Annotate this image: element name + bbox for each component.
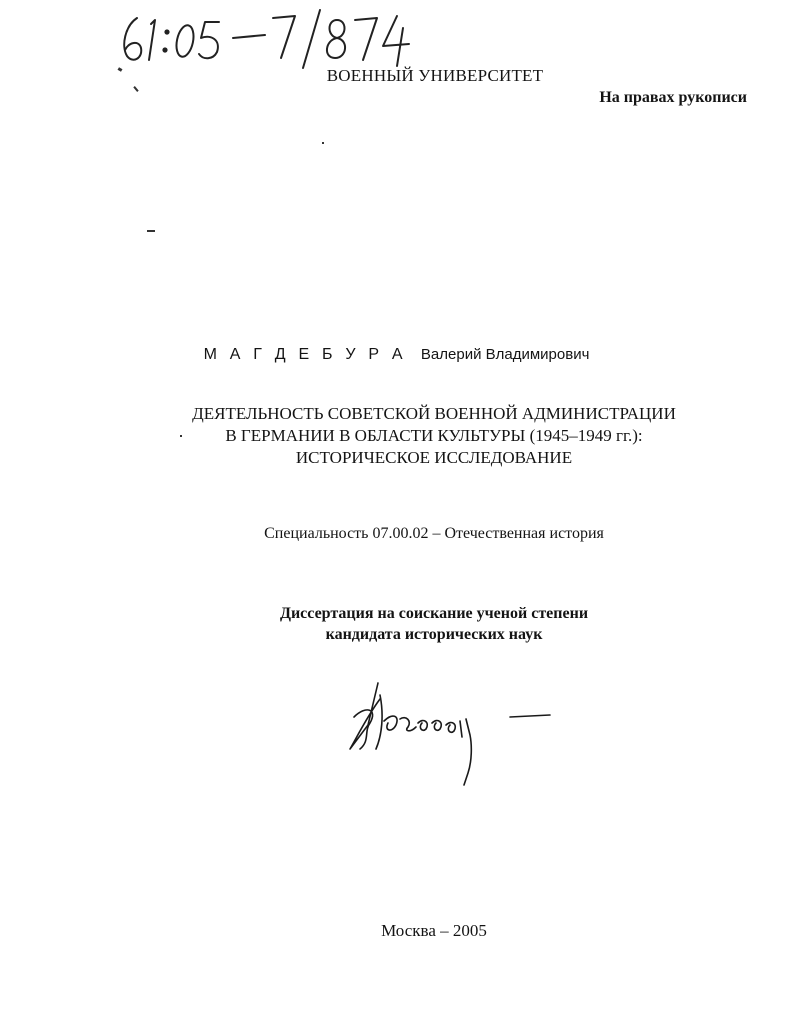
degree-line-2: кандидата исторических наук — [325, 626, 543, 643]
title-line-1: ДЕЯТЕЛЬНОСТЬ СОВЕТСКОЙ ВОЕННОЙ АДМИНИСТРАЦИИ — [192, 404, 676, 423]
dissertation-degree — [0, 603, 793, 645]
city-and-year: Москва – 2005 — [381, 921, 487, 940]
specialty-line: Специальность 07.00.02 – Отечественная история — [264, 525, 604, 542]
handwritten-signature — [340, 665, 560, 795]
author-surname: М А Г Д Е Б У Р А — [203, 346, 407, 363]
scan-speck — [118, 67, 123, 72]
dissertation-title — [0, 403, 793, 469]
author-given-names: Валерий Владимирович — [420, 346, 590, 363]
scan-speck — [133, 86, 138, 92]
title-line-2: В ГЕРМАНИИ В ОБЛАСТИ КУЛЬТУРЫ (1945–1949 гг.): — [225, 426, 643, 445]
scan-speck — [147, 230, 155, 232]
degree-line-1: Диссертация на соискание ученой степени — [279, 605, 589, 622]
title-line-3: ИСТОРИЧЕСКОЕ ИССЛЕДОВАНИЕ — [295, 448, 573, 467]
university-name: ВОЕННЫЙ УНИВЕРСИТЕТ — [326, 66, 544, 85]
handwritten-archive-number — [115, 8, 425, 70]
author-line — [0, 346, 793, 364]
manuscript-rights-note: На правах рукописи — [599, 89, 747, 106]
scan-speck — [322, 142, 324, 144]
